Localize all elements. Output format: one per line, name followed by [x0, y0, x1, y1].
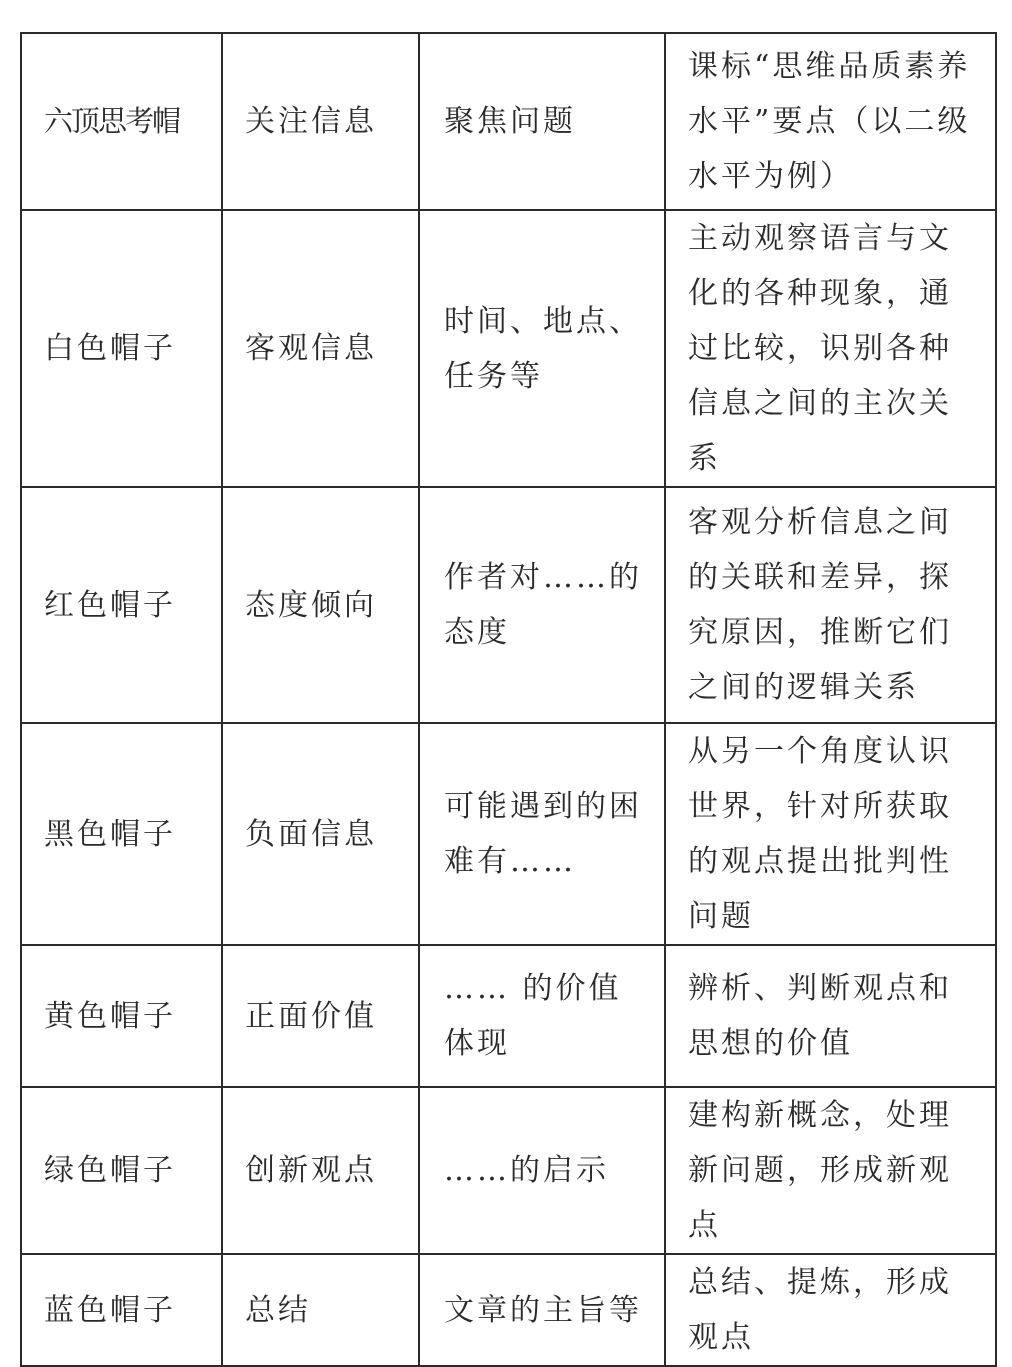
hat-cell: 绿色帽子	[21, 1087, 222, 1254]
table-row	[21, 1087, 996, 1254]
header-info: 关注信息	[222, 33, 419, 210]
info-cell: 客观信息	[222, 210, 419, 487]
hat-cell: 黑色帽子	[21, 723, 222, 945]
header-standard: 课标“思维品质素养水平”要点（以二级水平为例）	[665, 33, 996, 210]
focus-cell: …… 的价值体现	[419, 945, 665, 1087]
focus-cell: 作者对……的态度	[419, 487, 665, 723]
table-row	[21, 487, 996, 723]
table-row	[21, 1254, 996, 1366]
header-hat: 六顶思考帽	[21, 33, 222, 210]
standard-cell: 辨析、判断观点和思想的价值	[665, 945, 996, 1087]
focus-cell: 时间、地点、任务等	[419, 210, 665, 487]
table-row	[21, 945, 996, 1087]
standard-cell: 主动观察语言与文化的各种现象，通过比较，识别各种信息之间的主次关系	[665, 210, 996, 487]
standard-cell: 客观分析信息之间的关联和差异，探究原因，推断它们之间的逻辑关系	[665, 487, 996, 723]
header-row	[21, 33, 996, 210]
info-cell: 负面信息	[222, 723, 419, 945]
standard-cell: 总结、提炼，形成观点	[665, 1254, 996, 1366]
table-row	[21, 210, 996, 487]
info-cell: 态度倾向	[222, 487, 419, 723]
six-hats-table	[20, 32, 997, 1367]
hat-cell: 蓝色帽子	[21, 1254, 222, 1366]
standard-cell: 建构新概念，处理新问题，形成新观点	[665, 1087, 996, 1254]
hat-cell: 红色帽子	[21, 487, 222, 723]
hat-cell: 黄色帽子	[21, 945, 222, 1087]
focus-cell: ……的启示	[419, 1087, 665, 1254]
table-row	[21, 723, 996, 945]
info-cell: 正面价值	[222, 945, 419, 1087]
standard-cell: 从另一个角度认识世界，针对所获取的观点提出批判性问题	[665, 723, 996, 945]
hat-cell: 白色帽子	[21, 210, 222, 487]
info-cell: 创新观点	[222, 1087, 419, 1254]
header-focus: 聚焦问题	[419, 33, 665, 210]
focus-cell: 可能遇到的困难有……	[419, 723, 665, 945]
info-cell: 总结	[222, 1254, 419, 1366]
focus-cell: 文章的主旨等	[419, 1254, 665, 1366]
